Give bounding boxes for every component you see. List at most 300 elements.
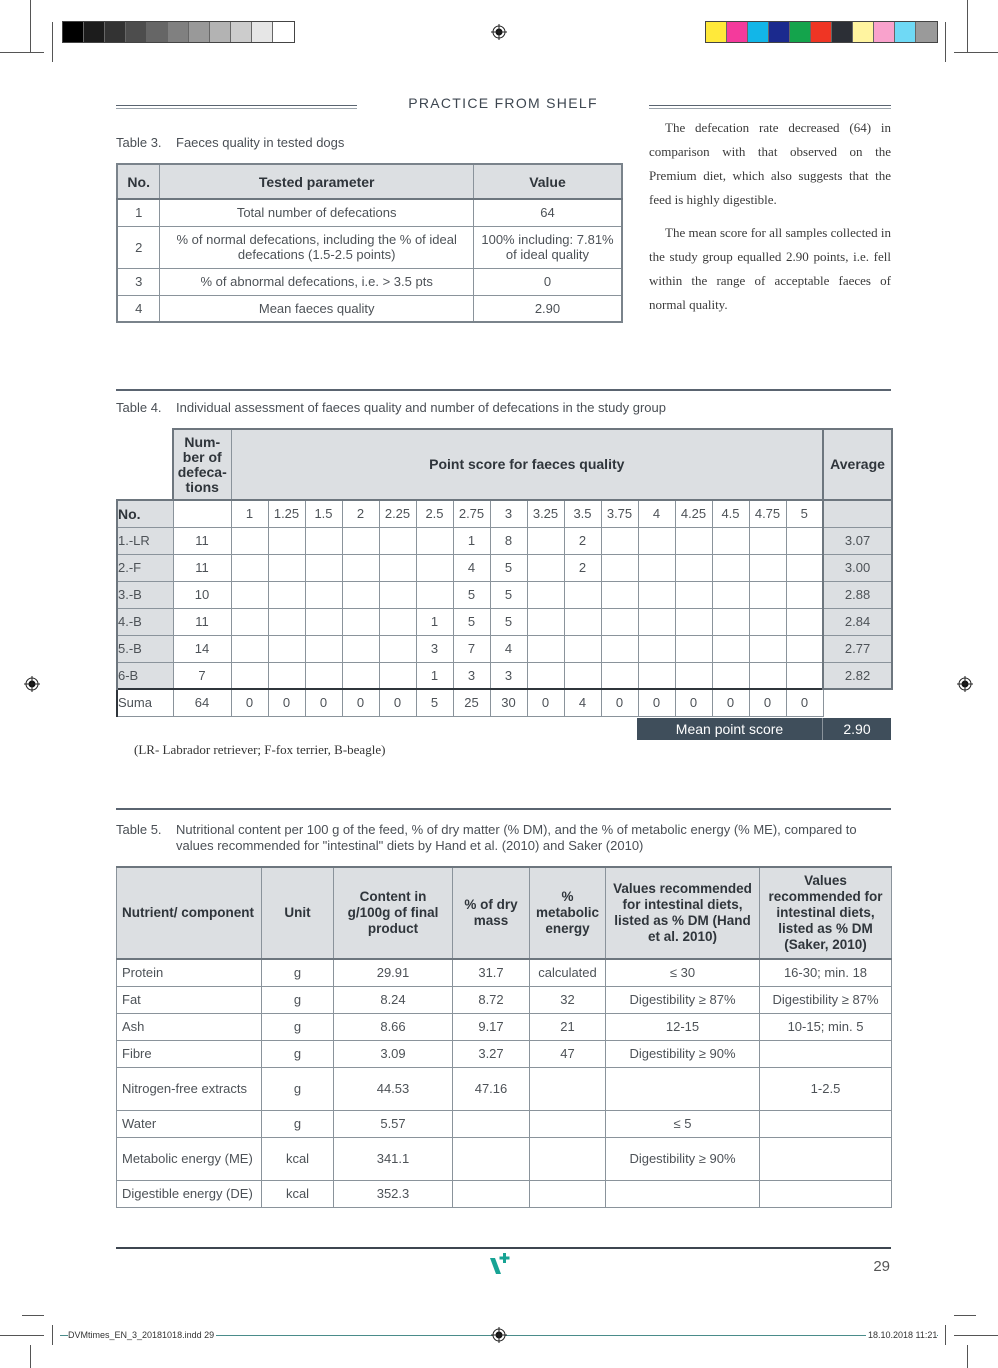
table5-header-unit: Unit (262, 867, 334, 959)
score-cell (786, 635, 823, 662)
row-parameter: % of abnormal defecations, i.e. > 3.5 pts (160, 268, 474, 295)
crop-mark (954, 1315, 976, 1316)
cell-saker: Digestibility ≥ 87% (760, 986, 892, 1013)
crop-mark (0, 52, 44, 53)
score-cell (638, 635, 675, 662)
score-cell (749, 608, 786, 635)
row-value: 64 (473, 199, 622, 226)
score-header-cell: 3.25 (527, 500, 564, 527)
cell-content: 352.3 (334, 1180, 453, 1207)
score-cell (675, 581, 712, 608)
table4-header-average: Average (823, 429, 892, 500)
score-cell (268, 635, 305, 662)
score-cell (416, 554, 453, 581)
registration-mark-icon (24, 676, 40, 692)
score-header-cell: 4.75 (749, 500, 786, 527)
table3-caption-number: Table 3. (116, 135, 162, 150)
color-swatch (769, 22, 790, 42)
cell-content: 5.57 (334, 1110, 453, 1137)
sum-cell: 0 (527, 689, 564, 716)
crop-mark (22, 1315, 44, 1316)
grey-swatch (63, 22, 84, 42)
crop-mark (52, 22, 53, 62)
vet-logo-icon (488, 1252, 514, 1276)
color-swatch (727, 22, 748, 42)
table5-header-hand: Values recommended for intestinal diets, listed as % DM (Hand et al. 2010) (606, 867, 760, 959)
dog-id: 6-B (117, 662, 173, 689)
cell-unit: g (262, 1110, 334, 1137)
table-row (117, 1137, 892, 1180)
crop-mark (967, 0, 968, 52)
cell-nutrient: Digestible energy (DE) (117, 1180, 262, 1207)
score-header-cell: 2.25 (379, 500, 416, 527)
crop-mark (0, 1335, 44, 1336)
process-color-bar (705, 21, 938, 43)
score-cell (712, 662, 749, 689)
table4-individual-assessment (116, 428, 893, 717)
table4-score-header-row (117, 500, 892, 527)
table5-nutritional-content (116, 866, 892, 1208)
grey-swatch (168, 22, 189, 42)
score-cell (379, 581, 416, 608)
score-cell (342, 581, 379, 608)
table3-header-parameter: Tested parameter (160, 164, 474, 199)
score-cell (786, 554, 823, 581)
average-value: 3.00 (823, 554, 892, 581)
score-cell (268, 581, 305, 608)
sum-average-blank (823, 689, 892, 716)
score-cell (564, 608, 601, 635)
score-cell (342, 608, 379, 635)
score-cell: 3 (490, 662, 527, 689)
sum-cell: 0 (305, 689, 342, 716)
cell-content: 341.1 (334, 1137, 453, 1180)
table5-rule (116, 808, 891, 810)
cell-content: 3.09 (334, 1040, 453, 1067)
color-swatch (811, 22, 832, 42)
cell-saker: 10-15; min. 5 (760, 1013, 892, 1040)
cell-hand: ≤ 30 (606, 959, 760, 986)
score-cell (342, 527, 379, 554)
score-header-cell: 2 (342, 500, 379, 527)
cell-me (530, 1110, 606, 1137)
cell-hand (606, 1067, 760, 1110)
grey-swatch (126, 22, 147, 42)
sum-cell: 0 (749, 689, 786, 716)
cell-unit: g (262, 1067, 334, 1110)
row-value: 2.90 (473, 295, 622, 322)
dog-id: 1.-LR (117, 527, 173, 554)
score-cell: 1 (416, 662, 453, 689)
score-cell (712, 581, 749, 608)
grey-swatch (147, 22, 168, 42)
cell-content: 29.91 (334, 959, 453, 986)
row-value: 100% including: 7.81% of ideal quality (473, 226, 622, 268)
cell-hand: Digestibility ≥ 90% (606, 1137, 760, 1180)
cell-dry: 8.72 (453, 986, 530, 1013)
score-cell (564, 635, 601, 662)
score-cell (379, 554, 416, 581)
sum-cell: 4 (564, 689, 601, 716)
score-cell (379, 635, 416, 662)
table-row (117, 581, 892, 608)
cell-nutrient: Metabolic energy (ME) (117, 1137, 262, 1180)
registration-mark-icon (491, 24, 507, 40)
score-cell (675, 527, 712, 554)
section-title: PRACTICE FROM SHELF (408, 95, 598, 111)
defecations-count: 7 (173, 662, 231, 689)
cell-content: 8.24 (334, 986, 453, 1013)
color-swatch (832, 22, 853, 42)
table4-caption (116, 400, 666, 416)
score-cell (527, 608, 564, 635)
table-row (117, 199, 622, 226)
score-cell (416, 527, 453, 554)
header-rule-left (116, 105, 357, 109)
score-cell (527, 554, 564, 581)
table5-header-saker: Values recommended for intestinal diets, listed as % DM (Saker, 2010) (760, 867, 892, 959)
cell-saker: 1-2.5 (760, 1067, 892, 1110)
score-cell (268, 662, 305, 689)
score-header-cell: 4.25 (675, 500, 712, 527)
cell-me (530, 1180, 606, 1207)
registration-mark-icon (491, 1327, 507, 1343)
cell-me: 21 (530, 1013, 606, 1040)
cell-saker (760, 1180, 892, 1207)
sum-defecations: 64 (173, 689, 231, 716)
grey-swatch (84, 22, 105, 42)
grey-color-bar (62, 21, 295, 43)
table3-faeces-quality (116, 163, 623, 323)
color-swatch (874, 22, 895, 42)
table-row (117, 527, 892, 554)
average-value: 2.77 (823, 635, 892, 662)
sum-cell: 0 (638, 689, 675, 716)
cell-dry: 3.27 (453, 1040, 530, 1067)
cell-hand: 12-15 (606, 1013, 760, 1040)
score-cell (527, 635, 564, 662)
score-cell (675, 662, 712, 689)
dog-id: 4.-B (117, 608, 173, 635)
cell-content: 8.66 (334, 1013, 453, 1040)
sum-cell: 0 (601, 689, 638, 716)
score-cell: 8 (490, 527, 527, 554)
score-cell (527, 581, 564, 608)
score-cell (638, 527, 675, 554)
score-cell: 7 (453, 635, 490, 662)
table5-header-nutrient: Nutrient/ component (117, 867, 262, 959)
table5-caption-text: Nutritional content per 100 g of the feed, % of dry matter (% DM), and the % of metabolic energy (% ME), compared to values recommended for "intestinal" diets by Hand et al. (2010) and Saker (2010) (176, 822, 857, 853)
defecations-count: 14 (173, 635, 231, 662)
score-header-cell: 2.75 (453, 500, 490, 527)
score-cell (305, 527, 342, 554)
row-no: 3 (117, 268, 160, 295)
score-cell (231, 527, 268, 554)
sum-cell: 0 (675, 689, 712, 716)
cell-dry (453, 1110, 530, 1137)
table-row (117, 635, 892, 662)
score-header-cell: 2.5 (416, 500, 453, 527)
average-header-blank (823, 500, 892, 527)
table5-header-content: Content in g/100g of final product (334, 867, 453, 959)
row-parameter: Mean faeces quality (160, 295, 474, 322)
table4-footnote: (LR- Labrador retriever; F-fox terrier, B-beagle) (134, 742, 386, 757)
crop-mark (52, 1325, 53, 1345)
cell-nutrient: Fibre (117, 1040, 262, 1067)
table5-caption-number: Table 5. (116, 822, 162, 837)
table4-caption-text: Individual assessment of faeces quality and number of defecations in the study group (176, 400, 666, 415)
score-cell (601, 581, 638, 608)
registration-mark-icon (957, 676, 973, 692)
table3-header-value: Value (473, 164, 622, 199)
score-cell (601, 635, 638, 662)
score-cell (675, 635, 712, 662)
score-cell (231, 662, 268, 689)
grey-swatch (273, 22, 294, 42)
table5-header-metabolic-energy: % metabolic energy (530, 867, 606, 959)
slug-filename: DVMtimes_EN_3_20181018.indd 29 (68, 1330, 215, 1340)
score-cell (379, 662, 416, 689)
cell-nutrient: Water (117, 1110, 262, 1137)
dog-id: 3.-B (117, 581, 173, 608)
cell-me: calculated (530, 959, 606, 986)
footer-rule (116, 1247, 891, 1249)
cell-unit: g (262, 959, 334, 986)
average-value: 3.07 (823, 527, 892, 554)
score-header-cell: 1 (231, 500, 268, 527)
cell-hand (606, 1180, 760, 1207)
score-cell (601, 554, 638, 581)
sum-row (117, 689, 892, 716)
score-cell (342, 635, 379, 662)
score-cell: 2 (564, 554, 601, 581)
score-cell: 2 (564, 527, 601, 554)
score-cell (749, 527, 786, 554)
sum-cell: 0 (786, 689, 823, 716)
score-cell (712, 554, 749, 581)
score-cell (749, 581, 786, 608)
score-cell (231, 608, 268, 635)
score-header-cell: 1.25 (268, 500, 305, 527)
dog-id: 5.-B (117, 635, 173, 662)
score-header-cell: 3.75 (601, 500, 638, 527)
color-swatch (748, 22, 769, 42)
average-value: 2.82 (823, 662, 892, 689)
color-swatch (853, 22, 874, 42)
cell-hand: Digestibility ≥ 90% (606, 1040, 760, 1067)
cell-dry: 31.7 (453, 959, 530, 986)
score-cell: 5 (490, 554, 527, 581)
cell-unit: g (262, 1040, 334, 1067)
table3-header-no: No. (117, 164, 160, 199)
cell-me (530, 1067, 606, 1110)
row-value: 0 (473, 268, 622, 295)
crop-mark (30, 1345, 31, 1368)
score-cell (527, 662, 564, 689)
table-row (117, 1110, 892, 1137)
score-cell (305, 581, 342, 608)
sum-cell: 5 (416, 689, 453, 716)
score-cell: 5 (453, 608, 490, 635)
grey-swatch (231, 22, 252, 42)
score-cell (638, 554, 675, 581)
crop-mark (945, 1325, 946, 1345)
table4-header-defecations: Num-ber of defeca-tions (173, 429, 231, 500)
row-parameter: % of normal defecations, including the % of ideal defecations (1.5-2.5 points) (160, 226, 474, 268)
defecations-count: 11 (173, 527, 231, 554)
table3-caption (116, 135, 344, 151)
cell-nutrient: Protein (117, 959, 262, 986)
row-no: 2 (117, 226, 160, 268)
cell-saker (760, 1110, 892, 1137)
score-cell (342, 662, 379, 689)
score-header-cell: 3 (490, 500, 527, 527)
mean-point-score-value: 2.90 (822, 718, 891, 740)
cell-saker (760, 1040, 892, 1067)
score-cell (786, 608, 823, 635)
score-cell: 3 (416, 635, 453, 662)
score-cell (305, 635, 342, 662)
score-cell (638, 608, 675, 635)
score-cell (786, 527, 823, 554)
score-header-cell: 4.5 (712, 500, 749, 527)
cell-me: 47 (530, 1040, 606, 1067)
sum-cell: 0 (342, 689, 379, 716)
grey-swatch (105, 22, 126, 42)
table4-label-no: No. (117, 500, 173, 527)
cell-nutrient: Fat (117, 986, 262, 1013)
score-cell (305, 554, 342, 581)
mean-point-score-label: Mean point score (637, 718, 822, 740)
sum-cell: 0 (712, 689, 749, 716)
score-cell (564, 662, 601, 689)
cell-me: 32 (530, 986, 606, 1013)
score-header-cell: 5 (786, 500, 823, 527)
table3-caption-text: Faeces quality in tested dogs (176, 135, 345, 150)
crop-mark (967, 1345, 968, 1368)
table-row (117, 986, 892, 1013)
table-row (117, 662, 892, 689)
score-cell (712, 527, 749, 554)
cell-content: 44.53 (334, 1067, 453, 1110)
score-cell (231, 581, 268, 608)
grey-swatch (189, 22, 210, 42)
row-no: 1 (117, 199, 160, 226)
crop-mark (954, 52, 998, 53)
page-number: 29 (873, 1258, 890, 1275)
score-cell (379, 527, 416, 554)
paragraph-defecation-rate: The defecation rate decreased (64) in comparison with that observed on the Premium diet, which also suggests that the feed is highly digestible. (649, 120, 891, 207)
score-cell (268, 608, 305, 635)
score-cell (231, 635, 268, 662)
table5-caption (116, 822, 896, 854)
score-cell (786, 662, 823, 689)
defecations-count: 11 (173, 554, 231, 581)
score-cell: 4 (490, 635, 527, 662)
cell-hand: Digestibility ≥ 87% (606, 986, 760, 1013)
crop-mark (30, 0, 31, 52)
score-cell (231, 554, 268, 581)
cell-me (530, 1137, 606, 1180)
sum-cell: 0 (231, 689, 268, 716)
header-rule-right (649, 105, 891, 109)
cell-unit: g (262, 986, 334, 1013)
score-cell (601, 608, 638, 635)
defecations-count: 11 (173, 608, 231, 635)
score-cell (675, 608, 712, 635)
body-text-column (649, 116, 891, 326)
score-cell (268, 527, 305, 554)
score-cell: 1 (453, 527, 490, 554)
table-row (117, 1013, 892, 1040)
crop-mark (954, 1335, 998, 1336)
table4-corner (117, 429, 173, 500)
score-cell (749, 662, 786, 689)
cell-saker: 16-30; min. 18 (760, 959, 892, 986)
table-row (117, 1067, 892, 1110)
sum-cell: 30 (490, 689, 527, 716)
table-row (117, 959, 892, 986)
table4-header-point-score: Point score for faeces quality (231, 429, 823, 500)
row-no: 4 (117, 295, 160, 322)
cell-dry (453, 1137, 530, 1180)
table-row (117, 608, 892, 635)
score-cell: 5 (490, 608, 527, 635)
score-cell (638, 581, 675, 608)
score-cell (527, 527, 564, 554)
table-row (117, 268, 622, 295)
sum-label: Suma (117, 689, 173, 716)
cell-unit: kcal (262, 1137, 334, 1180)
score-cell: 4 (453, 554, 490, 581)
cell-saker (760, 1137, 892, 1180)
sum-cell: 0 (268, 689, 305, 716)
grey-swatch (252, 22, 273, 42)
table4-rule (116, 389, 891, 391)
score-cell (601, 527, 638, 554)
color-swatch (916, 22, 937, 42)
defecations-count: 10 (173, 581, 231, 608)
crop-mark (945, 22, 946, 62)
cell-unit: g (262, 1013, 334, 1040)
score-header-cell: 4 (638, 500, 675, 527)
score-cell (268, 554, 305, 581)
table4-empty (173, 500, 231, 527)
table-row (117, 554, 892, 581)
score-cell (342, 554, 379, 581)
score-cell (749, 554, 786, 581)
slug-datetime: 18.10.2018 11:21 (868, 1330, 938, 1340)
table4-caption-number: Table 4. (116, 400, 162, 415)
paragraph-mean-score: The mean score for all samples collected in the study group equalled 2.90 points, i.e. fell within the range of acceptable faeces of normal quality. (649, 225, 891, 312)
score-cell (416, 581, 453, 608)
score-cell: 3 (453, 662, 490, 689)
score-header-cell: 1.5 (305, 500, 342, 527)
sum-cell: 0 (379, 689, 416, 716)
score-header-cell: 3.5 (564, 500, 601, 527)
score-cell (305, 662, 342, 689)
cell-dry (453, 1180, 530, 1207)
score-cell: 5 (453, 581, 490, 608)
cell-nutrient: Ash (117, 1013, 262, 1040)
cell-dry: 9.17 (453, 1013, 530, 1040)
score-cell: 5 (490, 581, 527, 608)
average-value: 2.84 (823, 608, 892, 635)
score-cell (305, 608, 342, 635)
score-cell (675, 554, 712, 581)
score-cell (601, 662, 638, 689)
row-parameter: Total number of defecations (160, 199, 474, 226)
